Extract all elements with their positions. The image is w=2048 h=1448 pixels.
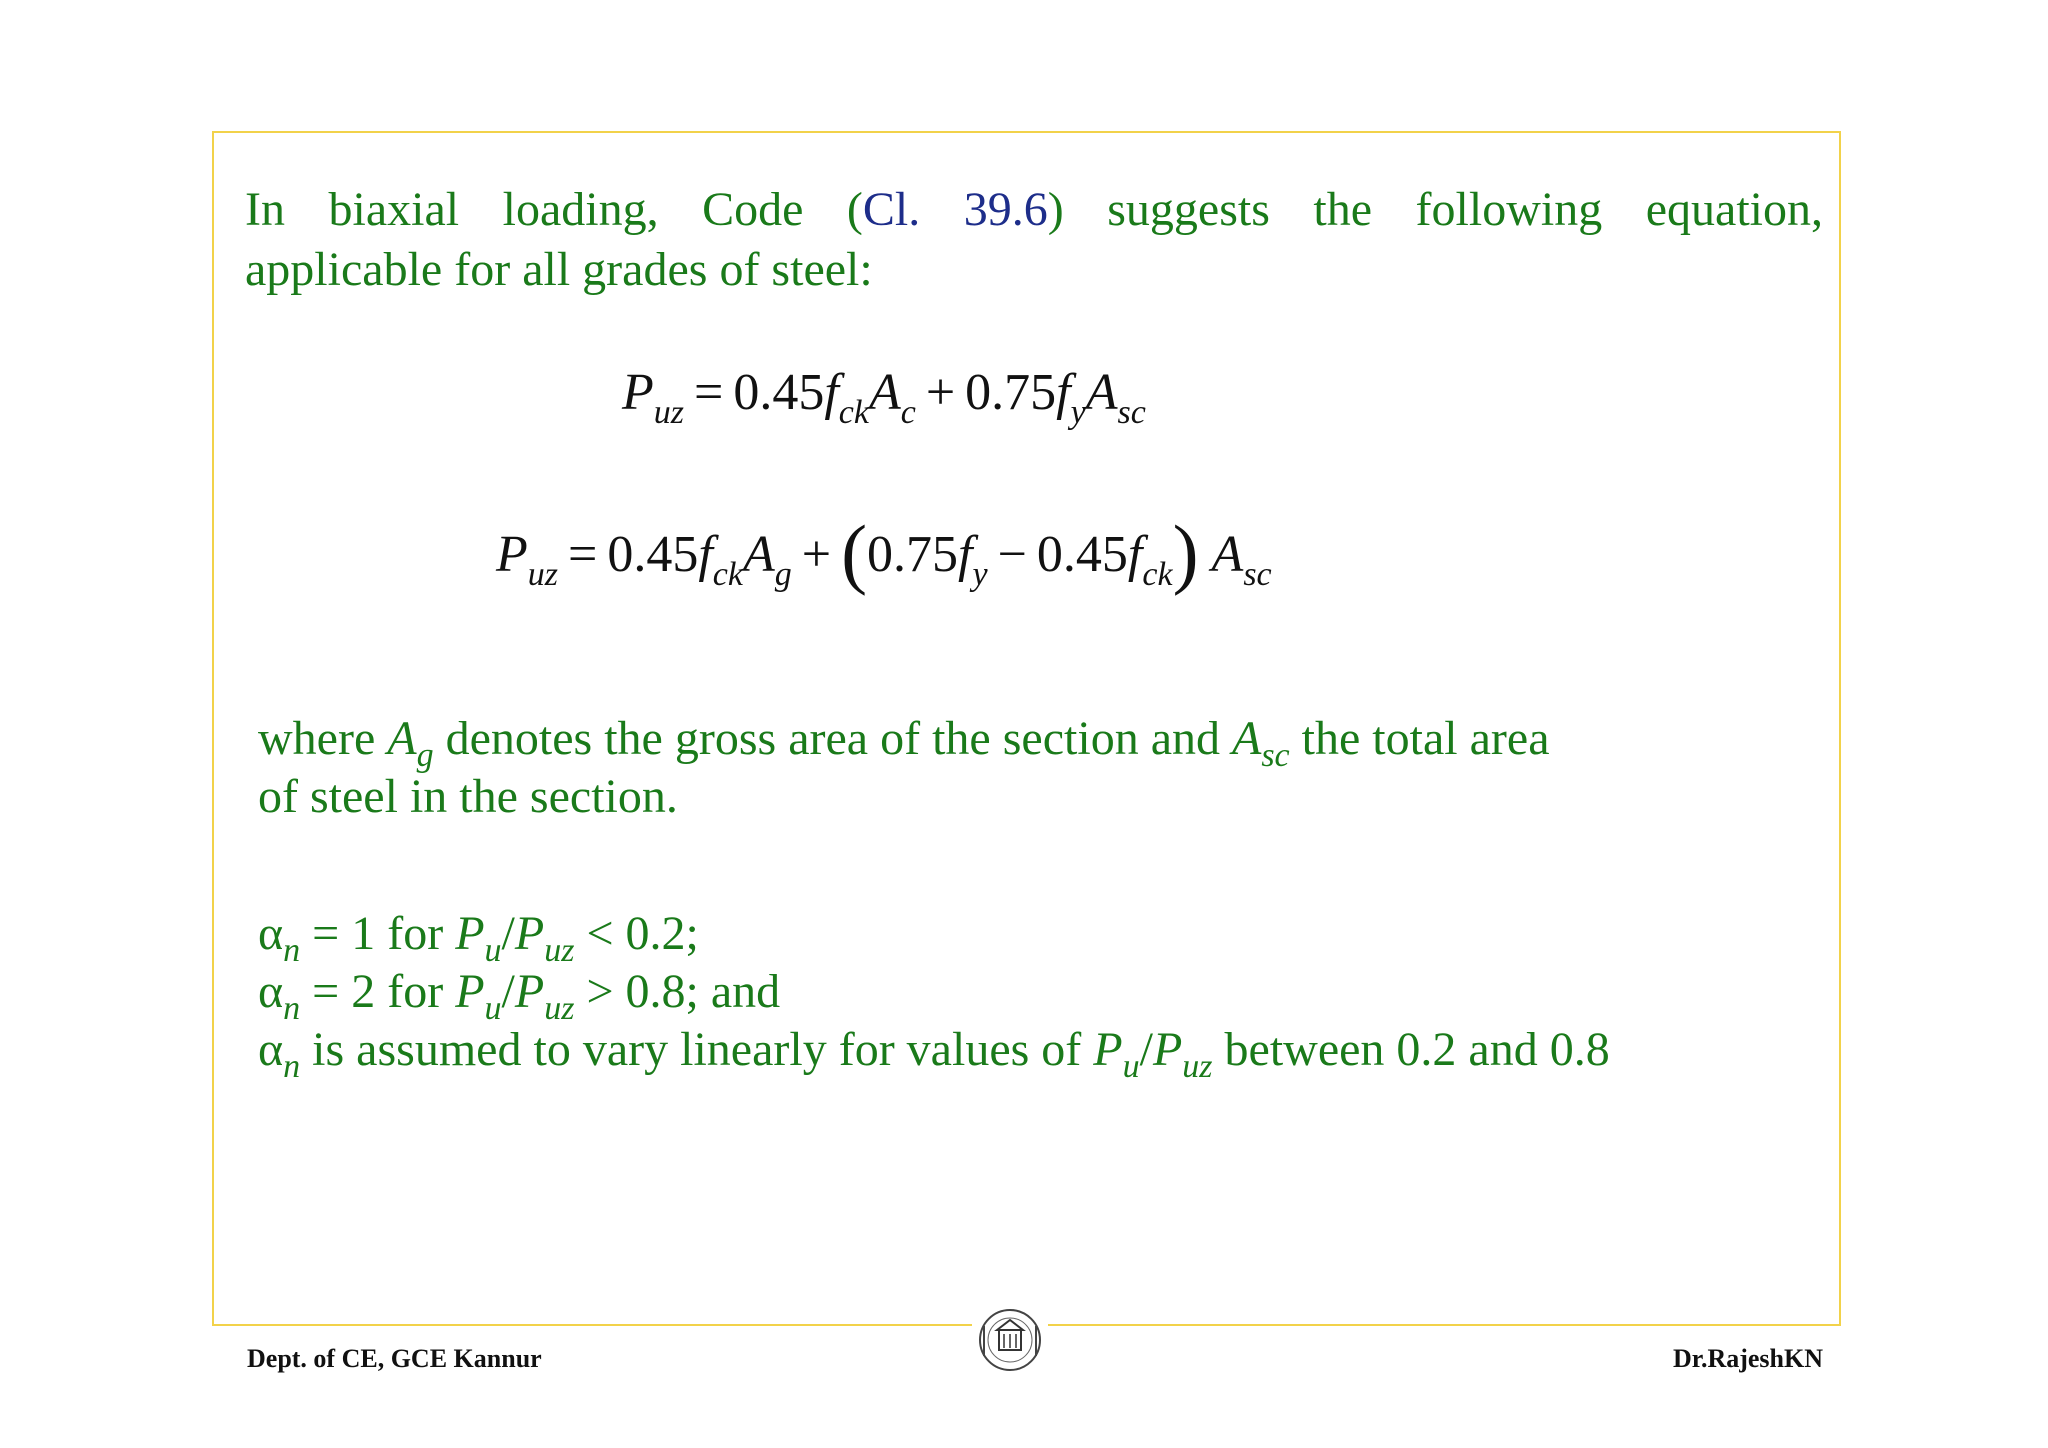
- pu-symbol: P: [455, 907, 485, 960]
- equation-puz-ac: [622, 363, 1146, 431]
- alpha-row-2-text: = 2 for: [300, 965, 456, 1018]
- eq2-lhs-sub: uz: [527, 556, 558, 593]
- eq1-a2: A: [1085, 364, 1118, 421]
- puz-symbol: P: [514, 965, 545, 1018]
- ratio-slash: /: [501, 907, 515, 960]
- alpha-symbol: α: [258, 1023, 284, 1076]
- eq2-f3: f: [1127, 526, 1143, 583]
- where-text-1: where: [258, 712, 388, 765]
- alpha-row-3-tail: between 0.2 and 0.8: [1212, 1023, 1610, 1076]
- pu-sub: u: [484, 990, 502, 1027]
- equals-sign: =: [694, 364, 724, 421]
- puz-symbol: P: [1152, 1023, 1183, 1076]
- eq1-lhs: P: [622, 364, 654, 421]
- where-line-2: of steel in the section.: [258, 770, 678, 823]
- eq2-coef-3: 0.45: [1036, 526, 1128, 583]
- alpha-sub: n: [283, 1048, 301, 1085]
- ratio-slash: /: [1139, 1023, 1153, 1076]
- equals-sign: =: [568, 526, 598, 583]
- eq2-f2-sub: y: [972, 556, 988, 593]
- alpha-row-2-tail: > 0.8; and: [574, 965, 781, 1018]
- alpha-sub: n: [283, 932, 301, 969]
- eq2-lhs: P: [496, 526, 528, 583]
- eq2-f1: f: [698, 526, 713, 583]
- pu-symbol: P: [1093, 1023, 1123, 1076]
- eq1-f2-sub: y: [1070, 394, 1086, 431]
- eq1-coef-2: 0.75: [965, 364, 1057, 421]
- eq2-coef-2: 0.75: [867, 526, 959, 583]
- eq1-a1-sub: c: [900, 394, 916, 431]
- plus-sign: +: [925, 364, 956, 421]
- intro-paragraph: [245, 180, 1823, 300]
- where-text-3: the total area: [1289, 712, 1550, 765]
- puz-sub: uz: [544, 990, 575, 1027]
- alpha-symbol: α: [258, 965, 284, 1018]
- alpha-row-1: [258, 905, 1610, 969]
- alpha-row-2: [258, 963, 1610, 1027]
- asc-symbol: A: [1232, 712, 1262, 765]
- alpha-sub: n: [283, 990, 301, 1027]
- eq2-a3-sub: sc: [1243, 556, 1272, 593]
- asc-sub: sc: [1261, 737, 1290, 774]
- where-text-2: denotes the gross area of the section and: [433, 712, 1232, 765]
- pu-symbol: P: [455, 965, 485, 1018]
- alpha-symbol: α: [258, 907, 284, 960]
- right-paren: ): [1172, 509, 1199, 596]
- intro-text-b: ) suggests the following equation,: [1047, 183, 1823, 236]
- eq1-coef-1: 0.45: [733, 364, 825, 421]
- intro-line-1: [245, 180, 1823, 240]
- alpha-row-1-text: = 1 for: [300, 907, 456, 960]
- puz-sub: uz: [1182, 1048, 1213, 1085]
- ag-symbol: A: [387, 712, 417, 765]
- definition-paragraph: [258, 710, 1550, 826]
- eq2-coef-1: 0.45: [607, 526, 699, 583]
- college-seal-icon: [972, 1300, 1048, 1380]
- alpha-row-1-tail: < 0.2;: [574, 907, 699, 960]
- equation-puz-ag: [496, 509, 1272, 596]
- eq2-a1-sub: g: [774, 556, 792, 593]
- eq1-a2-sub: sc: [1117, 394, 1146, 431]
- eq2-f1-sub: ck: [712, 556, 743, 593]
- eq2-a3: A: [1211, 526, 1244, 583]
- eq2-a1: A: [742, 526, 775, 583]
- eq1-f1: f: [824, 364, 839, 421]
- eq2-f2: f: [958, 526, 973, 583]
- alpha-row-3: [258, 1021, 1610, 1085]
- ag-sub: g: [416, 737, 434, 774]
- eq1-f2: f: [1056, 364, 1071, 421]
- alpha-conditions: [258, 905, 1610, 1085]
- clause-reference: Cl. 39.6: [862, 183, 1048, 236]
- pu-sub: u: [1122, 1048, 1140, 1085]
- minus-sign: −: [997, 526, 1027, 583]
- eq1-f1-sub: ck: [838, 394, 869, 431]
- puz-sub: uz: [544, 932, 575, 969]
- eq1-a1: A: [868, 364, 901, 421]
- footer-author: Dr.RajeshKN: [1673, 1344, 1823, 1373]
- footer-department: Dept. of CE, GCE Kannur: [247, 1344, 542, 1373]
- eq2-f3-sub: ck: [1142, 556, 1173, 593]
- eq1-lhs-sub: uz: [653, 394, 684, 431]
- plus-sign: +: [801, 526, 832, 583]
- left-paren: (: [841, 509, 868, 596]
- ratio-slash: /: [501, 965, 515, 1018]
- puz-symbol: P: [514, 907, 545, 960]
- intro-text-a: In biaxial loading, Code (: [245, 183, 863, 236]
- intro-line-2: applicable for all grades of steel:: [245, 243, 873, 296]
- pu-sub: u: [484, 932, 502, 969]
- alpha-row-3-text: is assumed to vary linearly for values of: [300, 1023, 1094, 1076]
